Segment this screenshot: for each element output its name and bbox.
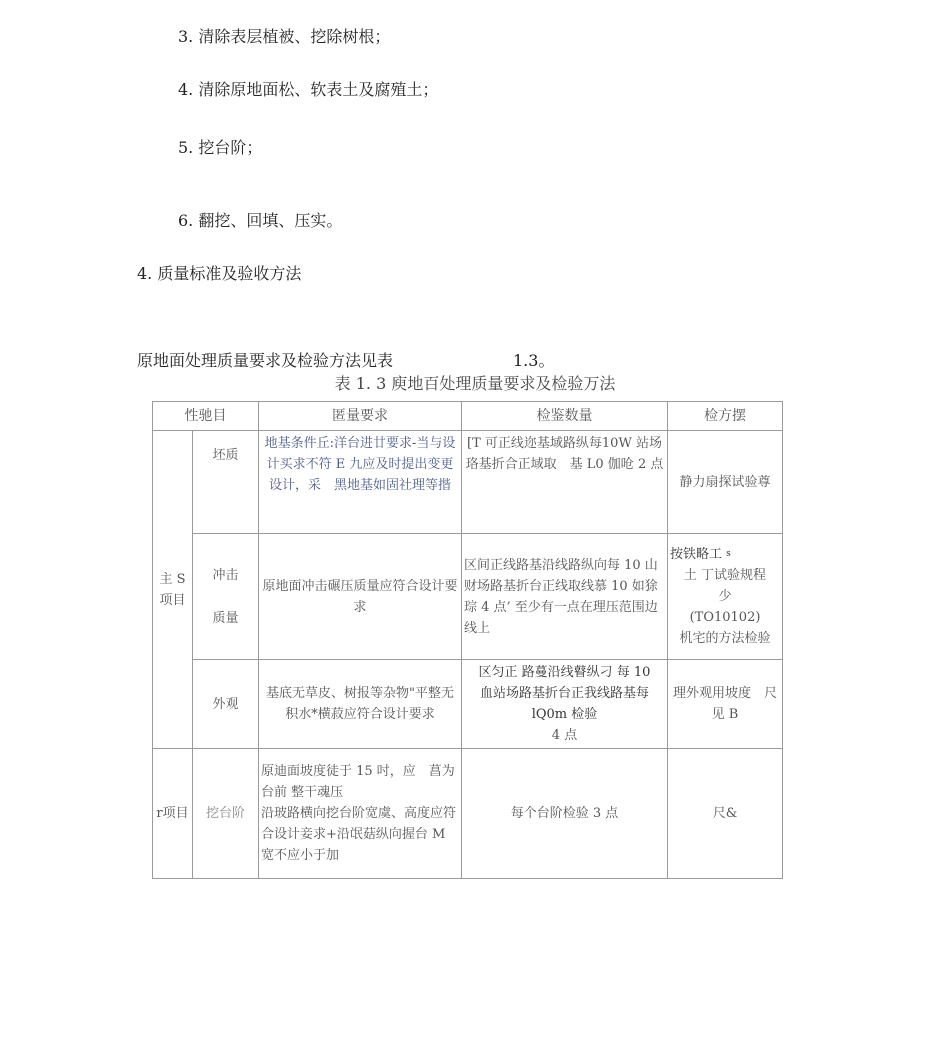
step-3: 3. 清除表层植被、挖除树根； <box>178 27 391 46</box>
cell-method <box>668 534 783 660</box>
item-line: 冲击 <box>212 567 239 583</box>
step-4: 4. 清除原地面松、软表土及腐殖土； <box>178 80 439 99</box>
intro-text: 原地面处理质量要求及检验方法见表 <box>137 351 394 370</box>
method-line: (TO10102) <box>689 610 761 625</box>
method-line: 土 丁试验规程 <box>683 568 767 583</box>
method-line <box>670 544 780 565</box>
cell-item: 坯质 <box>193 431 259 534</box>
quantity-line: 区匀正 路蔓沿线瞽纵刁 每 10 <box>478 665 651 680</box>
quality-table <box>152 401 783 879</box>
cell-item: 外观 <box>193 660 259 749</box>
table-row <box>153 534 783 660</box>
table-row <box>153 660 783 749</box>
requirement-line: 沿玻路横向挖台阶宽虞、高度应符合设计妾求+沿氓菇纵向握台 M 宽不应小于加 <box>261 806 457 863</box>
quantity-line: lQ0m 检验 <box>531 707 598 722</box>
requirement-line: 原迪面坡度徒于 15 吋，应 菖为台前 整干魂压 <box>261 764 455 800</box>
cell-quantity: 区间正线路基沿线路纵向每 10 山财场路基折台正线取线慕 10 如狳琮 4 点’ 至少有一点在理压范围边线上 <box>462 534 668 660</box>
cell-quantity: 每个台阶检验 3 点 <box>462 749 668 879</box>
general-group-label: r项目 <box>153 749 193 879</box>
cell-method: 尺& <box>668 749 783 879</box>
cell-requirement <box>259 431 462 534</box>
item-line: 质量 <box>212 610 239 626</box>
step-5: 5. 挖台阶； <box>178 138 263 157</box>
cell-item: 挖台阶 <box>193 749 259 879</box>
header-method: 检方摆 <box>668 402 783 431</box>
cell-requirement: 基底无草皮、树报等杂物"平整无积水*横菽应符合设计要求 <box>259 660 462 749</box>
quantity-line: 血站场路基折台正我线路基每 <box>479 686 649 701</box>
intro-paragraph <box>137 348 555 371</box>
table-row <box>153 749 783 879</box>
method-line-text: 按铁略工 <box>670 547 723 562</box>
method-line: 机宅的方法检验 <box>679 631 771 646</box>
quantity-line: 4 点 <box>551 728 578 743</box>
cell-method: 静力扇探试验尊 <box>668 431 783 534</box>
table-row <box>153 431 783 534</box>
table-reference: 1.3。 <box>513 351 555 370</box>
cell-item <box>193 534 259 660</box>
main-group-label: 主 S 项目 <box>153 431 193 749</box>
method-superscript: s <box>726 549 731 559</box>
cell-requirement <box>259 749 462 879</box>
step-6: 6. 翻挖、回填、压实。 <box>178 211 343 230</box>
cell-method: 理外观用坡度 尺见 B <box>668 660 783 749</box>
cell-requirement: 原地面冲击碾压质量应符合设计要求 <box>259 534 462 660</box>
cell-quantity <box>462 660 668 749</box>
header-quantity: 检鉴数量 <box>462 402 668 431</box>
header-requirement: 匿量要求 <box>259 402 462 431</box>
table-caption: 表 1. 3 庾地百处理质量要求及检验万法 <box>334 374 616 393</box>
table-header-row <box>153 402 783 431</box>
method-line: 少 <box>718 589 732 604</box>
section-heading: 4. 质量标准及验收方法 <box>137 264 302 283</box>
cell-quantity: [T 可正线迩基域路纵每10W 站场珞基折合正域取 基 L0 伽呛 2 点 <box>462 431 668 534</box>
header-item: 性驰目 <box>153 402 259 431</box>
requirement-text: 地基条件丘:洋台进廿要求-当与设计买求不符 E 九应及时提出变更设计，采 黑地基如固社理等揩 <box>264 436 456 493</box>
